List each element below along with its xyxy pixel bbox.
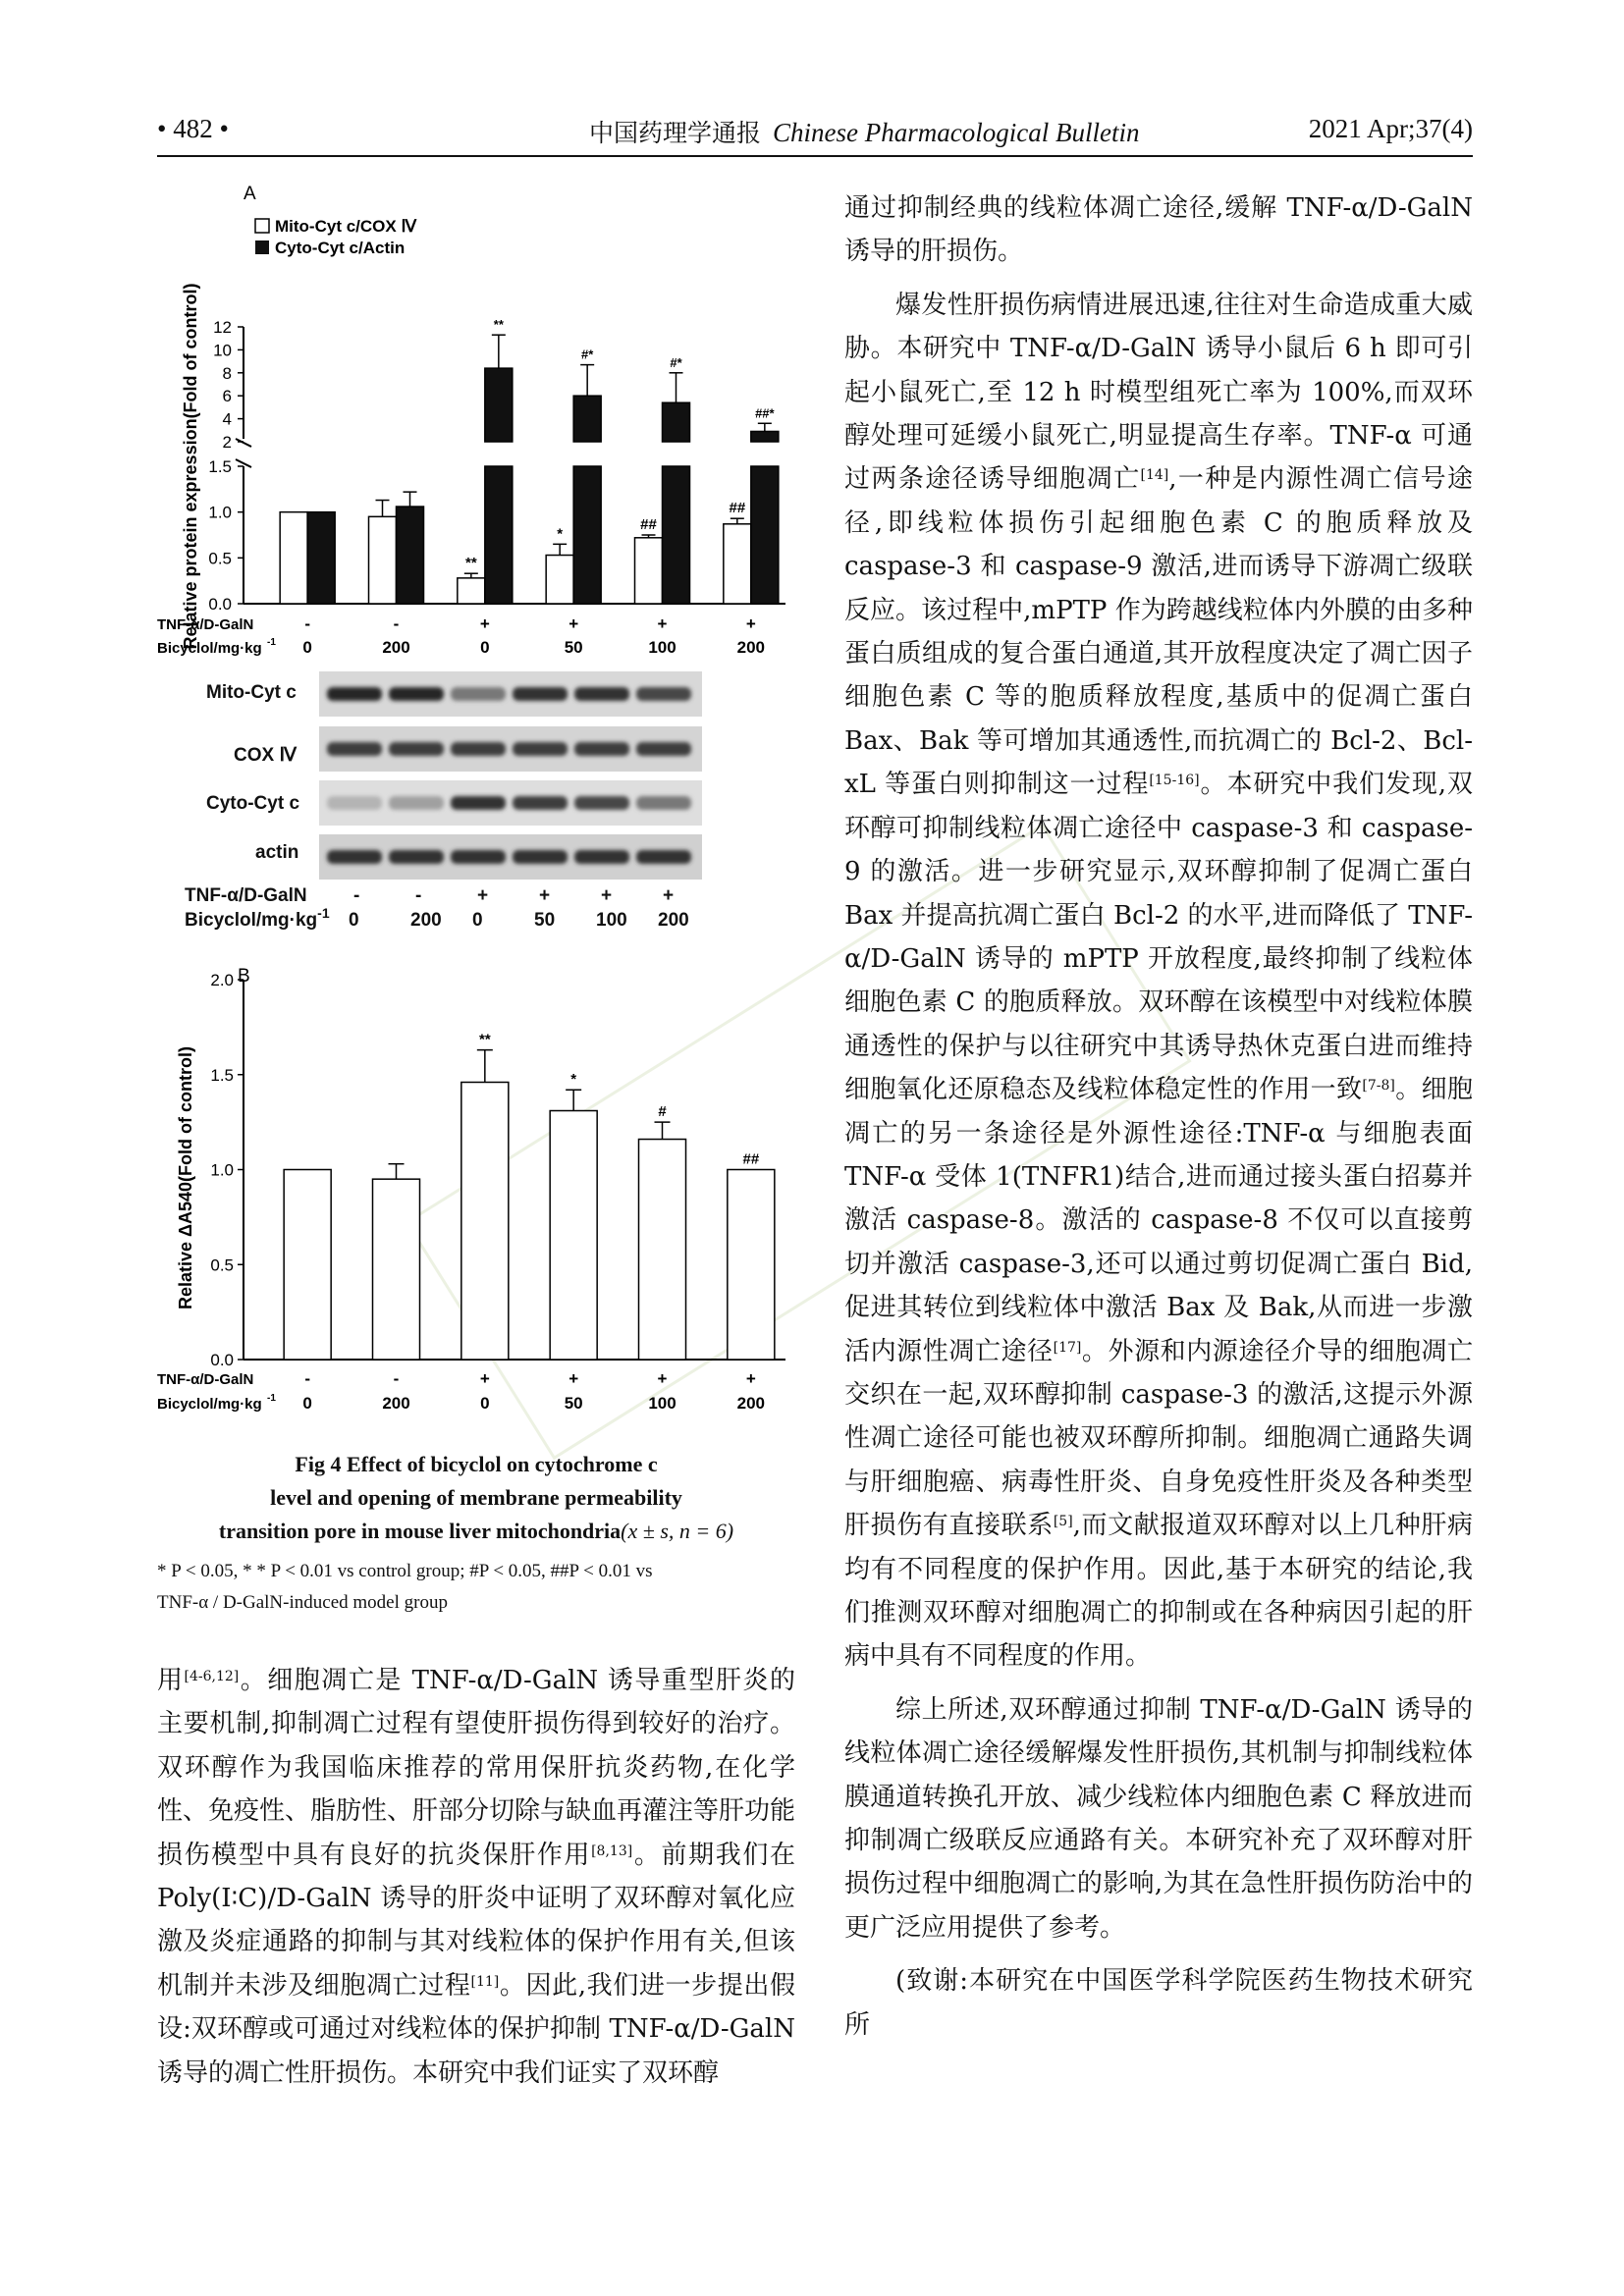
blot-treatment-label: + <box>601 885 613 906</box>
blot-band <box>451 850 506 864</box>
citation: [15-16] <box>1149 773 1200 789</box>
dose-label: 200 <box>382 638 410 657</box>
row-label-dose-sup: -1 <box>267 637 276 648</box>
treatment-label: - <box>304 614 311 633</box>
blot-band <box>636 687 691 701</box>
significance-mark: * <box>570 1071 577 1089</box>
citation: [8,13] <box>591 1842 633 1859</box>
dose-label: 0 <box>302 638 312 657</box>
blot-band <box>451 687 506 701</box>
blot-band <box>389 687 444 701</box>
significance-mark: ## <box>640 516 657 533</box>
left-column-text <box>157 1659 795 2095</box>
right-paragraph-0: 通过抑制经典的线粒体凋亡途径,缓解 TNF-α/D-GalN 诱导的肝损伤。 <box>844 193 1473 267</box>
blot-dose-label: 0 <box>349 910 359 931</box>
text-span: 爆发性肝损伤病情进展迅速,往往对生命造成重大威胁。本研究中 TNF-α/D-GalN 诱导小鼠后 6 h 即可引起小鼠死亡,至 12 h 时模型组死亡率为 100%,而双环醇处理可延缓小鼠死亡,明显提高生存率。TNF-α 可通过两条途径诱导细胞凋亡 <box>844 290 1473 495</box>
blot-band <box>451 796 506 810</box>
blot-band <box>513 850 568 864</box>
text-span: 。前期我们在 Poly(I∶C)/D-GalN 诱导的肝炎中证明了双环醇对氧化应激及炎症通路的抑制与其对线粒体的保护作用有关,但该机制并未涉及细胞凋亡过程 <box>157 1840 795 2001</box>
journal-title <box>589 114 1139 149</box>
bar-upper-part <box>751 431 779 442</box>
treatment-label: + <box>568 1369 579 1388</box>
journal-title-en: Chinese Pharmacological Bulletin <box>773 118 1140 147</box>
significance-mark: ## <box>729 500 746 517</box>
citation: [11] <box>470 1973 500 1990</box>
legend-label-cyto: Cyto-Cyt c/Actin <box>275 239 406 257</box>
dose-label: 200 <box>382 1394 410 1413</box>
blot-band <box>389 742 444 756</box>
dose-label: 50 <box>564 1394 583 1413</box>
dose-label: 200 <box>736 638 766 657</box>
blot-band <box>327 742 382 756</box>
figure-b-panel-label: B <box>238 966 250 987</box>
figure-a-panel-label: A <box>244 184 256 204</box>
blot-band <box>327 796 382 810</box>
y-tick-label: 4 <box>222 409 232 429</box>
right-column-text <box>844 187 1473 2047</box>
significance-mark: #* <box>670 354 682 370</box>
figure-caption <box>162 1448 790 1548</box>
treatment-label: - <box>393 1369 400 1388</box>
y-tick-label: 1.0 <box>208 503 232 522</box>
bar <box>284 1170 331 1361</box>
significance-mark: ## <box>742 1150 760 1168</box>
y-tick-label: 8 <box>222 363 232 383</box>
treatment-label: + <box>479 614 490 633</box>
significance-mark: ** <box>493 317 504 333</box>
blot-row1-label <box>185 885 307 907</box>
blot-band <box>389 850 444 864</box>
blot-row1-label-text: TNF-α/D-GalN <box>185 885 307 906</box>
bar <box>461 1082 509 1360</box>
blot-band <box>574 687 629 701</box>
text-span: 。细胞凋亡是 TNF-α/D-GalN 诱导重型肝炎的主要机制,抑制凋亡过程有望使肝损伤得到较好的治疗。双环醇作为我国临床推荐的常用保肝抗炎药物,在化学性、免疫性、脂肪性、肝部分切除与缺血再灌注等肝功能损伤模型中具有良好的抗炎保肝作用 <box>157 1666 796 1870</box>
blot-treatment-label: + <box>477 885 489 906</box>
bar <box>397 507 424 604</box>
blot-label-actin: actin <box>255 842 299 863</box>
bar-upper-part <box>485 368 513 442</box>
citation: [14] <box>1140 467 1169 484</box>
significance-mark: #* <box>581 347 594 362</box>
blot-label-cyto-cyt-c: Cyto-Cyt c <box>206 793 300 814</box>
caption-stat: (x ± s, n = 6) <box>621 1519 734 1543</box>
blot-dose-label: 100 <box>596 910 627 931</box>
bar <box>546 556 573 604</box>
caption-line2: level and opening of membrane permeability <box>270 1485 682 1510</box>
page-number: • 482 • <box>157 114 229 143</box>
bar <box>728 1170 775 1361</box>
treatment-label: + <box>745 614 756 633</box>
right-paragraph-2: 综上所述,双环醇通过抑制 TNF-α/D-GalN 诱导的线粒体凋亡途径缓解爆发性肝损伤,其机制与抑制线粒体膜通道转换孔开放、减少线粒体内细胞色素 C 释放进而抑制凋亡级联反应通路有关。本研究补充了双环醇对肝损伤过程中细胞凋亡的影响,为其在急性肝损伤防治中的更广泛应用提供了参考。 <box>844 1694 1473 1943</box>
significance-mark: * <box>557 525 564 543</box>
blot-label-cox-iv: COX Ⅳ <box>234 745 297 766</box>
figure-a-chart <box>157 182 805 672</box>
text-span: ,而文献报道双环醇对以上几种肝病均有不同程度的保护作用。因此,基于本研究的结论,我们推测双环醇对细胞凋亡的抑制或在各种病因引起的肝病中具有不同程度的作用。 <box>844 1511 1473 1672</box>
row-label-dose-sup: -1 <box>267 1393 276 1404</box>
blot-row2-sup: -1 <box>317 905 330 921</box>
bar-upper-part <box>663 402 690 442</box>
bar <box>550 1111 597 1360</box>
blot-dose-label: 50 <box>534 910 556 931</box>
text-span: 。外源和内源途径介导的细胞凋亡交织在一起,双环醇抑制 caspase-3 的激活,这提示外源性凋亡途径可能也被双环醇所抑制。细胞凋亡通路失调与肝细胞癌、病毒性肝炎、自身免疫性肝炎及各种类型肝损伤有直接联系 <box>844 1336 1473 1541</box>
blot-band <box>574 796 629 810</box>
bar-lower-part <box>751 466 779 604</box>
blot-images <box>319 667 869 933</box>
blot-treatment-label: + <box>663 885 675 906</box>
right-paragraph-1 <box>844 284 1473 1679</box>
figure-note-2: TNF-α / D-GalN-induced model group <box>157 1592 448 1613</box>
treatment-label: + <box>568 614 579 633</box>
y-tick-label: 0.5 <box>210 1255 234 1275</box>
treatment-label: - <box>304 1369 311 1388</box>
treatment-label: + <box>657 1369 668 1388</box>
dose-label: 200 <box>736 1394 766 1413</box>
row-label-dose: Bicyclol/mg·kg <box>157 640 262 657</box>
blot-dose-label: 0 <box>472 910 483 931</box>
blot-band <box>636 850 691 864</box>
blot-dose-label: 200 <box>658 910 689 931</box>
treatment-label: - <box>393 614 400 633</box>
blot-treatment-label: + <box>539 885 551 906</box>
dose-label: 100 <box>648 1394 677 1413</box>
bar-upper-part <box>573 396 601 442</box>
treatment-label: + <box>745 1369 756 1388</box>
bar-lower-part <box>485 466 513 604</box>
citation: [5] <box>1053 1514 1073 1530</box>
blot-band <box>636 742 691 756</box>
row-label-treatment: TNF-α/D-GalN <box>157 616 254 633</box>
dose-label: 0 <box>480 638 490 657</box>
bar <box>373 1179 420 1360</box>
significance-mark: ** <box>478 1031 491 1048</box>
blot-band <box>513 687 568 701</box>
row-label-dose: Bicyclol/mg·kg <box>157 1396 262 1413</box>
treatment-label: + <box>657 614 668 633</box>
legend-swatch-mito <box>255 219 269 233</box>
significance-mark: ** <box>464 555 477 572</box>
significance-mark: ##* <box>755 405 775 421</box>
caption-title: Fig 4 Effect of bicyclol on cytochrome c <box>295 1452 658 1476</box>
figure-notes <box>157 1556 795 1619</box>
header-rule <box>157 155 1473 157</box>
text-span: 。细胞凋亡的另一条途径是外源性途径:TNF-α 与细胞表面 TNF-α 受体 1(TNFR1)结合,进而通过接头蛋白招募并激活 caspase-8。激活的 caspase-8 不仅可以直接剪切并激活 caspase-3,还可以通过剪切促凋亡蛋白 Bid,促进其转位到线粒体中激活 Bax 及 Bak,从而进一步激活内源性凋亡途径 <box>844 1075 1473 1366</box>
citation: [7-8] <box>1362 1078 1395 1095</box>
treatment-label: + <box>479 1369 490 1388</box>
figure-b-chart <box>157 962 805 1433</box>
significance-mark: # <box>658 1103 667 1121</box>
journal-title-cn: 中国药理学通报 <box>589 119 762 147</box>
y-tick-label: 0.5 <box>208 549 232 568</box>
dose-label: 50 <box>564 638 583 657</box>
blot-band <box>513 796 568 810</box>
blot-band <box>574 850 629 864</box>
right-paragraph-3: (致谢:本研究在中国医学科学院医药生物技术研究所 <box>844 1966 1473 2040</box>
figure-a-ylabel: Relative protein expression(Fold of control) <box>181 283 200 650</box>
y-tick-label: 1.0 <box>210 1160 234 1180</box>
row-label-treatment: TNF-α/D-GalN <box>157 1371 254 1388</box>
blot-band <box>574 742 629 756</box>
bar <box>307 512 335 604</box>
text-span: 用 <box>157 1666 185 1695</box>
text-span: 。因此,我们进一步提出假设:双环醇或可通过对线粒体的保护抑制 TNF-α/D-GalN 诱导的凋亡性肝损伤。本研究中我们证实了双环醇 <box>157 1970 795 2088</box>
y-tick-label: 1.5 <box>210 1065 234 1085</box>
bar-lower-part <box>663 466 690 604</box>
blot-label-mito-cyt-c: Mito-Cyt c <box>206 682 297 703</box>
figure-note-1: * P < 0.05, * * P < 0.01 vs control group; #P < 0.05, ##P < 0.01 vs <box>157 1561 653 1581</box>
y-tick-label: 2 <box>222 433 232 452</box>
y-tick-label: 0.0 <box>208 595 232 614</box>
blot-treatment-label: - <box>415 885 422 906</box>
text-span: 。本研究中我们发现,双环醇可抑制线粒体凋亡途径中 caspase-3 和 caspase-9 的激活。进一步研究显示,双环醇抑制了促凋亡蛋白 Bax 并提高抗凋亡蛋白 Bcl-2 的水平,进而降低了 TNF-α/D-GalN 诱导的 mPTP 开放程度,最终抑制了线粒体细胞色素 C 的胞质释放。双环醇在该模型中对线粒体膜通透性的保护与以往研究中其诱导热休克蛋白进而维持细胞氧化还原稳态及线粒体稳定性的作用一致 <box>844 770 1473 1105</box>
blot-treatment-label: - <box>353 885 360 906</box>
axis-break-mark <box>236 439 251 447</box>
blot-row2-label <box>185 905 330 932</box>
y-tick-label: 10 <box>213 341 232 360</box>
citation: [4-6,12] <box>184 1669 240 1684</box>
blot-band <box>389 796 444 810</box>
running-header <box>157 110 1473 149</box>
legend-label-mito: Mito-Cyt c/COX Ⅳ <box>275 217 417 236</box>
blot-band <box>513 742 568 756</box>
issue-info: 2021 Apr;37(4) <box>1308 114 1473 143</box>
caption-line3: transition pore in mouse liver mitochondria <box>218 1519 622 1543</box>
blot-band <box>327 687 382 701</box>
text-span: ,一种是内源性凋亡信号途径,即线粒体损伤引起细胞色素 C 的胞质释放及 caspase-3 和 caspase-9 激活,进而诱导下游凋亡级联反应。该过程中,mPTP 作为跨越线粒体内外膜的由多种蛋白质组成的复合蛋白通道,其开放程度决定了凋亡因子细胞色素 C 等的胞质释放程度,基质中的促凋亡蛋白 Bax、Bak 等可增加其通透性,而抗凋亡的 Bcl-2、Bcl-xL 等蛋白则抑制这一过程 <box>844 464 1473 800</box>
bar <box>458 578 485 604</box>
citation: [17] <box>1053 1339 1082 1356</box>
dose-label: 100 <box>648 638 677 657</box>
y-tick-label: 1.5 <box>208 457 232 476</box>
figure-b-ylabel: Relative ΔA540(Fold of control) <box>176 1046 195 1309</box>
bar <box>635 538 663 604</box>
left-paragraph <box>157 1659 795 2095</box>
bar <box>280 512 307 604</box>
blot-dose-label: 200 <box>410 910 442 931</box>
legend-swatch-cyto <box>255 240 269 254</box>
caption-line3-wrap <box>162 1515 790 1548</box>
blot-row2-label-text: Bicyclol/mg·kg <box>185 910 318 931</box>
dose-label: 0 <box>302 1394 312 1413</box>
y-tick-label: 0.0 <box>210 1351 234 1369</box>
bar-lower-part <box>573 466 601 604</box>
bar <box>639 1140 686 1360</box>
western-blot-panel <box>157 667 805 933</box>
y-tick-label: 6 <box>222 387 232 406</box>
y-tick-label: 12 <box>213 318 232 337</box>
bar <box>369 516 397 604</box>
bar <box>724 524 751 604</box>
y-tick-label: 2.0 <box>210 971 234 989</box>
blot-band <box>636 796 691 810</box>
blot-band <box>327 850 382 864</box>
dose-label: 0 <box>480 1394 490 1413</box>
blot-band <box>451 742 506 756</box>
